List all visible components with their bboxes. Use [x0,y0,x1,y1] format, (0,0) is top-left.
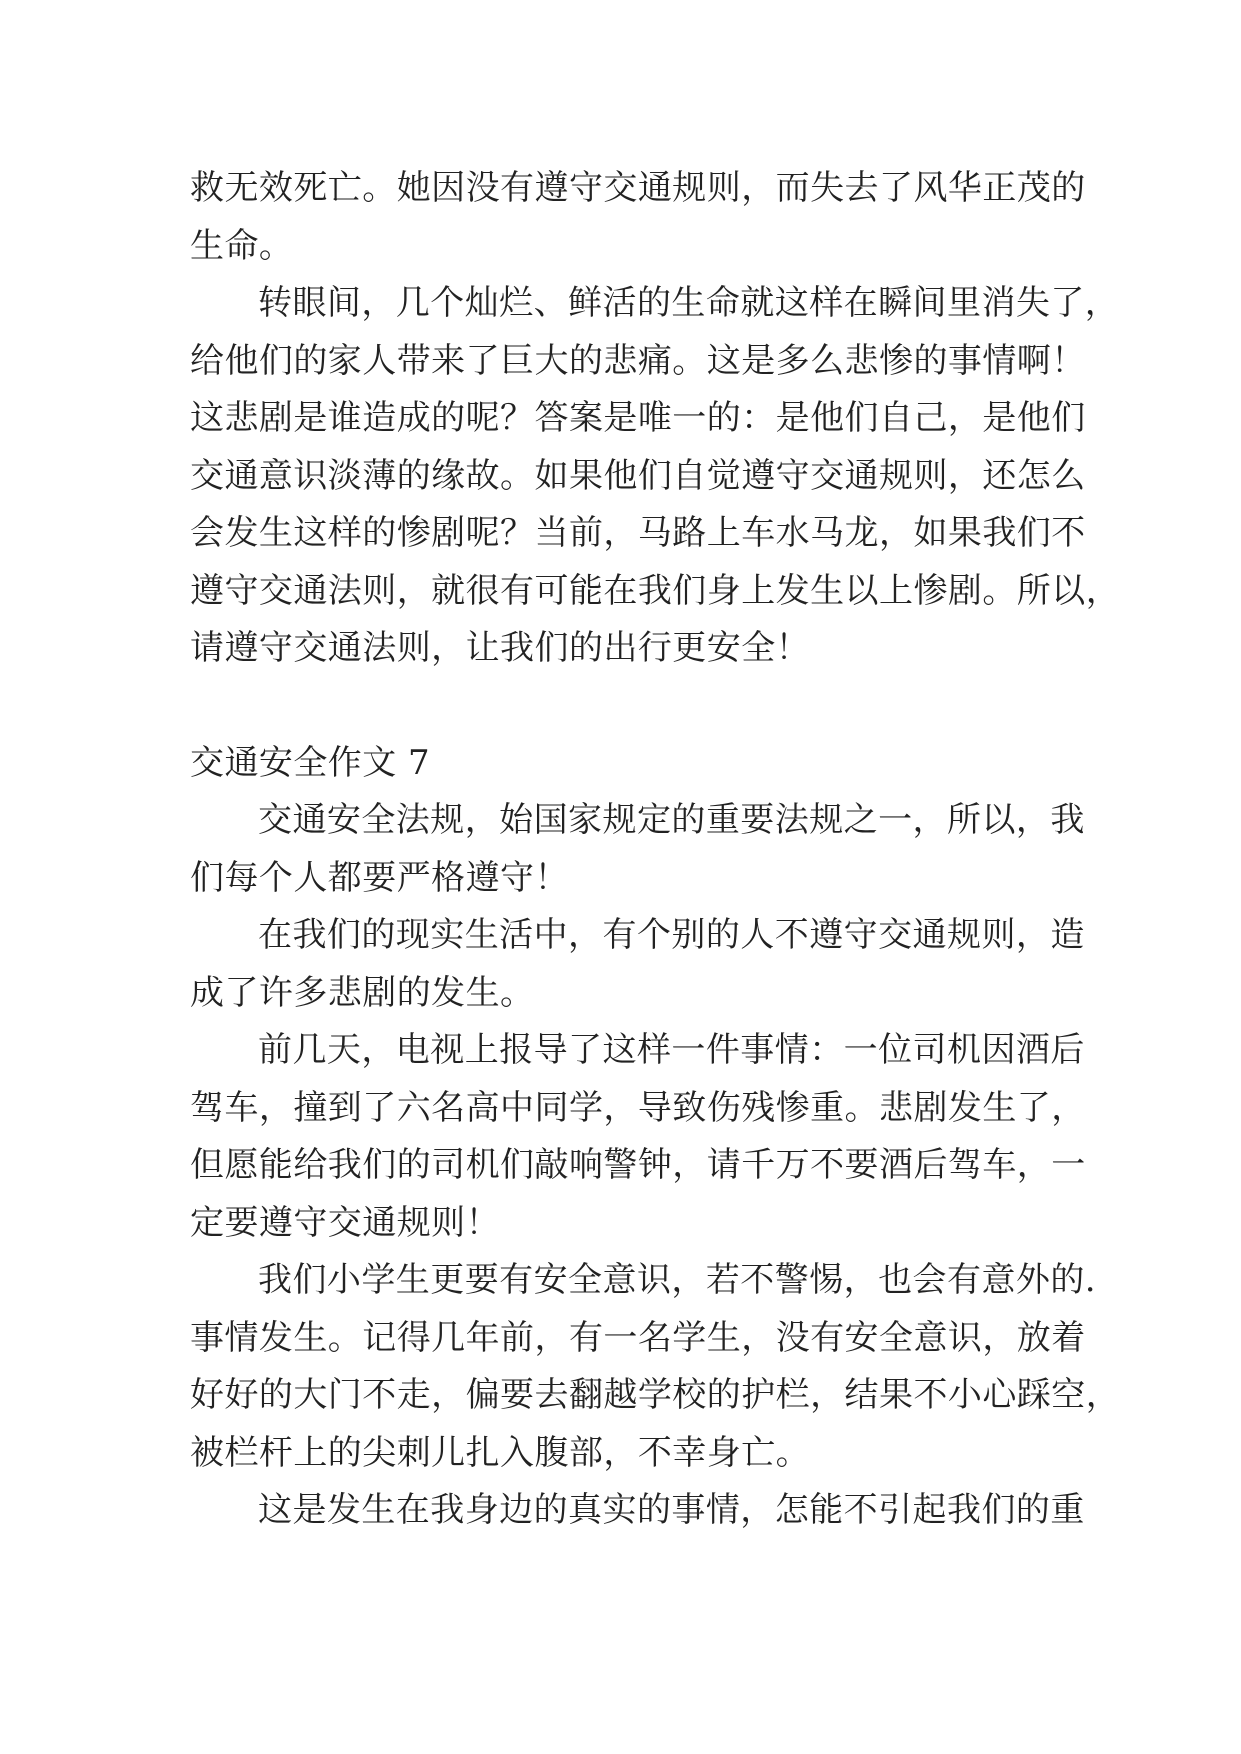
document-body [190,160,1121,1540]
section-title: 交通安全作文 7 [190,742,431,783]
text-line: 请遵守交通法则，让我们的出行更安全！ [190,628,811,668]
text-line: 这悲剧是谁造成的呢？答案是唯一的：是他们自己，是他们 [190,398,1086,438]
text-line: 好好的大门不走，偏要去翻越学校的护栏，结果不小心踩空， [190,1375,1121,1415]
text-line: 在我们的现实生活中，有个别的人不遵守交通规则，造 [258,915,1085,955]
text-line: 定要遵守交通规则！ [190,1202,501,1243]
text-line: 驾车，撞到了六名高中同学，导致伤残惨重。悲剧发生了， [190,1087,1086,1128]
text-line: 给他们的家人带来了巨大的悲痛。这是多么悲惨的事情啊！ [190,340,1086,381]
text-line: 转眼间，几个灿烂、鲜活的生命就这样在瞬间里消失了， [258,283,1120,323]
text-line: 成了许多悲剧的发生。 [190,972,535,1013]
text-line: 会发生这样的惨剧呢？当前，马路上车水马龙，如果我们不 [190,513,1086,553]
text-line: 救无效死亡。她因没有遵守交通规则，而失去了风华正茂的 [190,168,1086,208]
text-line: 事情发生。记得几年前，有一名学生，没有安全意识，放着 [190,1317,1086,1358]
text-line: 遵守交通法则，就很有可能在我们身上发生以上惨剧。所以， [190,570,1121,611]
text-line: 前几天，电视上报导了这样一件事情：一位司机因酒后 [258,1030,1085,1070]
section-spacer [190,678,1070,735]
text-line: 交通安全法规，始国家规定的重要法规之一，所以，我 [258,800,1085,840]
text-line: 被栏杆上的尖刺儿扎入腹部，不幸身亡。 [190,1432,811,1473]
text-line: 这是发生在我身边的真实的事情，怎能不引起我们的重 [258,1490,1085,1530]
text-line: 我们小学生更要有安全意识，若不警惕，也会有意外的. [258,1260,1097,1300]
text-line: 们每个人都要严格遵守！ [190,857,569,898]
text-line: 但愿能给我们的司机们敲响警钟，请千万不要酒后驾车，一 [190,1145,1086,1185]
text-line: 生命。 [190,225,294,266]
text-line: 交通意识淡薄的缘故。如果他们自觉遵守交通规则，还怎么 [190,455,1086,496]
